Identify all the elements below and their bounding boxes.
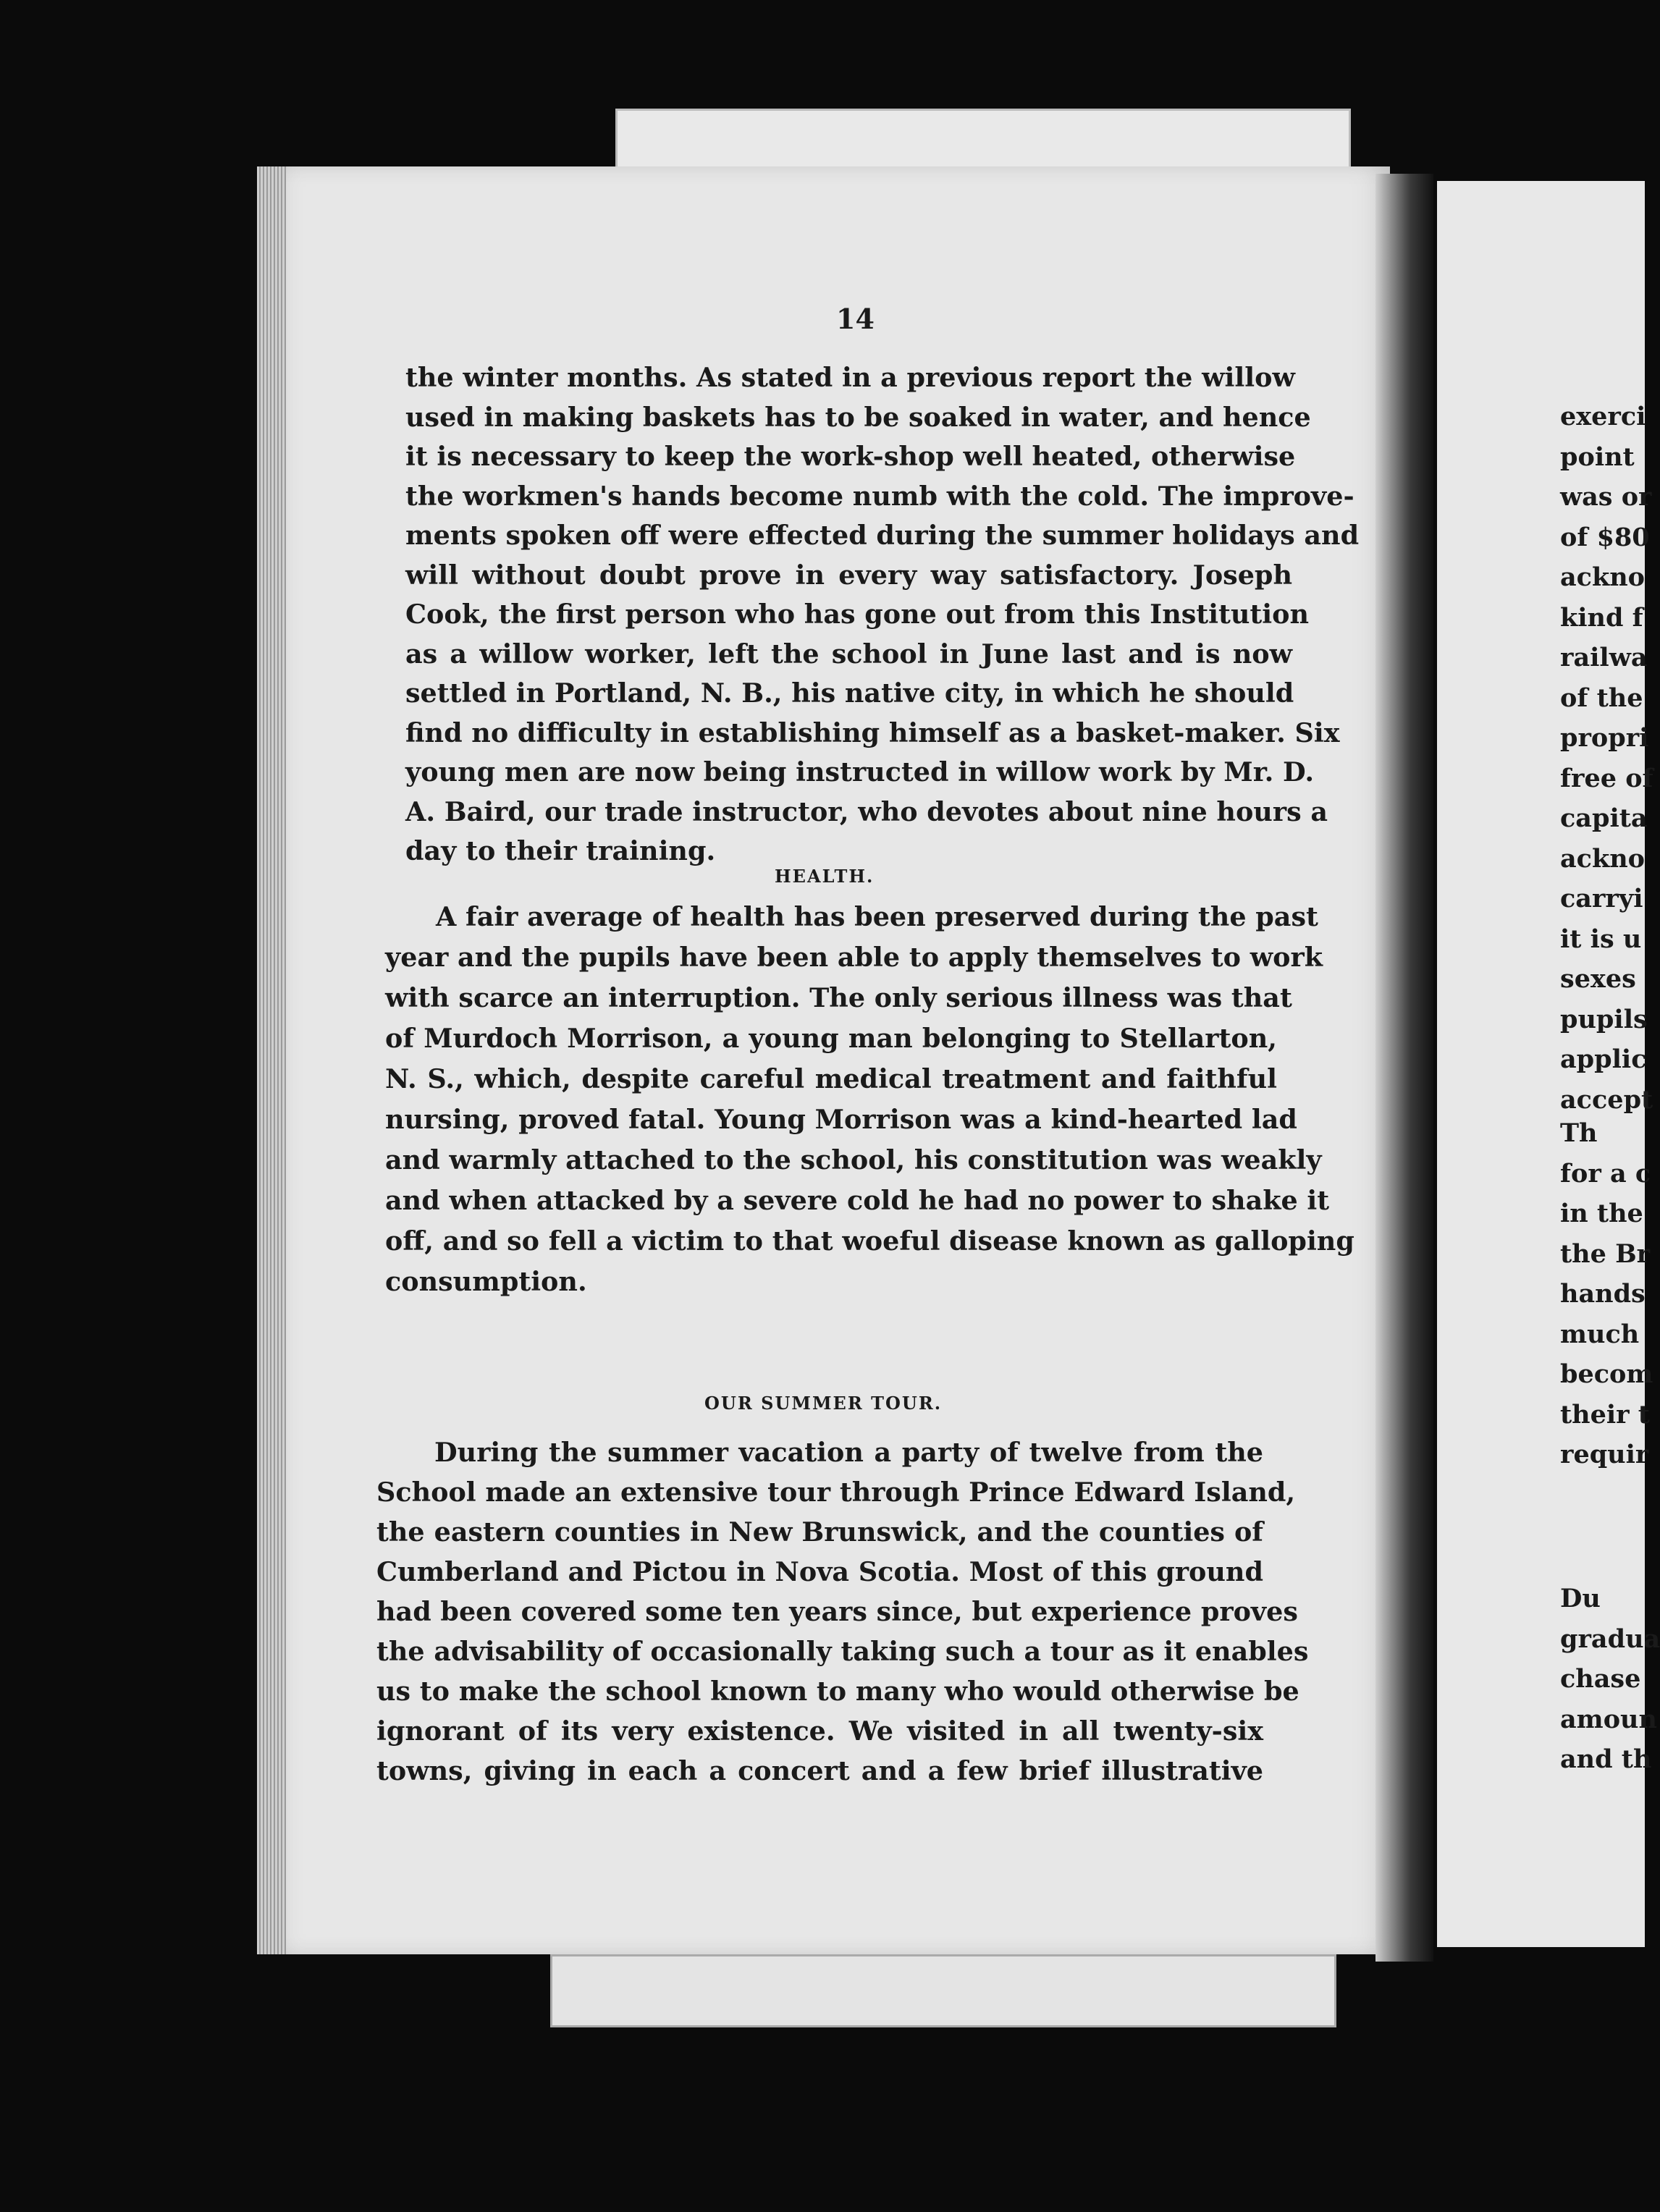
text-line: and when attacked by a severe cold he had no power to shake it xyxy=(385,1185,1330,1216)
right-text-line: ackno xyxy=(1560,843,1646,874)
right-text-line: amoun xyxy=(1560,1704,1657,1734)
text-line: as a willow worker, left the school in June last and is now xyxy=(405,638,1292,670)
text-line: will without doubt prove in every way satisfactory. Joseph xyxy=(405,559,1292,591)
right-text-line: of $80 xyxy=(1560,522,1650,552)
text-line: ments spoken off were effected during the summer holidays and xyxy=(405,520,1360,551)
right-text-line: free of xyxy=(1560,763,1653,793)
right-text-line: pupils xyxy=(1560,1004,1648,1034)
text-line: A fair average of health has been preserved during the past xyxy=(436,901,1318,932)
text-line: used in making baskets has to be soaked in water, and hence xyxy=(405,401,1311,433)
text-line: with scarce an interruption. The only serious illness was that xyxy=(385,982,1292,1013)
text-line: ignorant of its very existence. We visited in all twenty-six xyxy=(376,1715,1263,1747)
right-text-line: was or xyxy=(1560,482,1652,512)
right-text-line: sexes xyxy=(1560,964,1636,994)
text-line: N. S., which, despite careful medical treatment and faithful xyxy=(385,1063,1277,1094)
right-text-line: capita xyxy=(1560,803,1648,833)
right-text-line: kind f xyxy=(1560,602,1643,633)
right-text-line: chase xyxy=(1560,1664,1641,1694)
right-text-line: hands xyxy=(1560,1279,1646,1309)
text-line: year and the pupils have been able to apply themselves to work xyxy=(385,942,1323,973)
right-text-line: it is u xyxy=(1560,924,1642,954)
page-number: 14 xyxy=(836,303,875,335)
right-text-line: accept xyxy=(1560,1084,1653,1115)
text-line: consumption. xyxy=(385,1266,587,1297)
right-text-line: of the xyxy=(1560,683,1643,713)
right-text-line: exerci xyxy=(1560,402,1646,431)
right-text-line: much xyxy=(1560,1319,1640,1349)
right-text-line: requir xyxy=(1560,1440,1649,1469)
right-text-line: applic xyxy=(1560,1044,1647,1074)
text-line: Cook, the first person who has gone out from this Institution xyxy=(405,599,1310,630)
right-text-line: point xyxy=(1560,442,1635,472)
right-text-line: carryi xyxy=(1560,884,1643,913)
page-stack-bottom-edge xyxy=(550,1954,1336,2027)
right-text-line: in the xyxy=(1560,1199,1643,1228)
book-spine xyxy=(1375,174,1433,1962)
right-text-line: Du xyxy=(1560,1584,1601,1613)
text-line: and warmly attached to the school, his constitution was weakly xyxy=(385,1144,1322,1175)
text-line: off, and so fell a victim to that woeful disease known as galloping xyxy=(385,1225,1354,1257)
text-line: the winter months. As stated in a previous report the willow xyxy=(405,362,1295,393)
text-line: A. Baird, our trade instructor, who devotes about nine hours a xyxy=(405,795,1328,827)
text-line: young men are now being instructed in willow work by Mr. D. xyxy=(405,756,1315,788)
text-line: had been covered some ten years since, but experience proves xyxy=(376,1596,1298,1627)
right-text-line: propri xyxy=(1560,723,1649,753)
text-line: the eastern counties in New Brunswick, and the counties of xyxy=(376,1516,1263,1548)
right-text-line: becom xyxy=(1560,1359,1653,1389)
right-text-line: their t xyxy=(1560,1399,1650,1430)
right-text-line: ackno xyxy=(1560,562,1646,592)
right-text-line: and th xyxy=(1560,1744,1652,1774)
right-text-line: Th xyxy=(1560,1118,1598,1148)
text-line: the advisability of occasionally taking such a tour as it enables xyxy=(376,1636,1309,1667)
text-line: day to their training. xyxy=(405,835,716,866)
text-line: During the summer vacation a party of twelve from the xyxy=(434,1437,1263,1468)
heading-summer-tour: OUR SUMMER TOUR. xyxy=(704,1393,943,1414)
right-text-line: for a c xyxy=(1560,1158,1651,1189)
text-line: towns, giving in each a concert and a few brief illustrative xyxy=(376,1755,1263,1786)
text-line: it is necessary to keep the work-shop well heated, otherwise xyxy=(405,441,1296,472)
text-line: Cumberland and Pictou in Nova Scotia. Most of this ground xyxy=(376,1556,1263,1587)
right-text-line: railwa xyxy=(1560,643,1648,672)
text-line: us to make the school known to many who would otherwise be xyxy=(376,1676,1299,1707)
text-line: School made an extensive tour through Prince Edward Island, xyxy=(376,1477,1296,1508)
right-text-line: gradua xyxy=(1560,1624,1660,1654)
text-line: the workmen's hands become numb with the cold. The improve- xyxy=(405,480,1354,512)
text-line: find no difficulty in establishing himself as a basket-maker. Six xyxy=(405,717,1340,748)
text-line: nursing, proved fatal. Young Morrison was a kind-hearted lad xyxy=(385,1104,1297,1135)
heading-health: HEALTH. xyxy=(775,866,875,887)
page-edge-lines xyxy=(257,166,286,1954)
right-text-line: the Br xyxy=(1560,1238,1651,1269)
text-line: settled in Portland, N. B., his native city, in which he should xyxy=(405,677,1294,709)
text-line: of Murdoch Morrison, a young man belonging to Stellarton, xyxy=(385,1023,1277,1054)
